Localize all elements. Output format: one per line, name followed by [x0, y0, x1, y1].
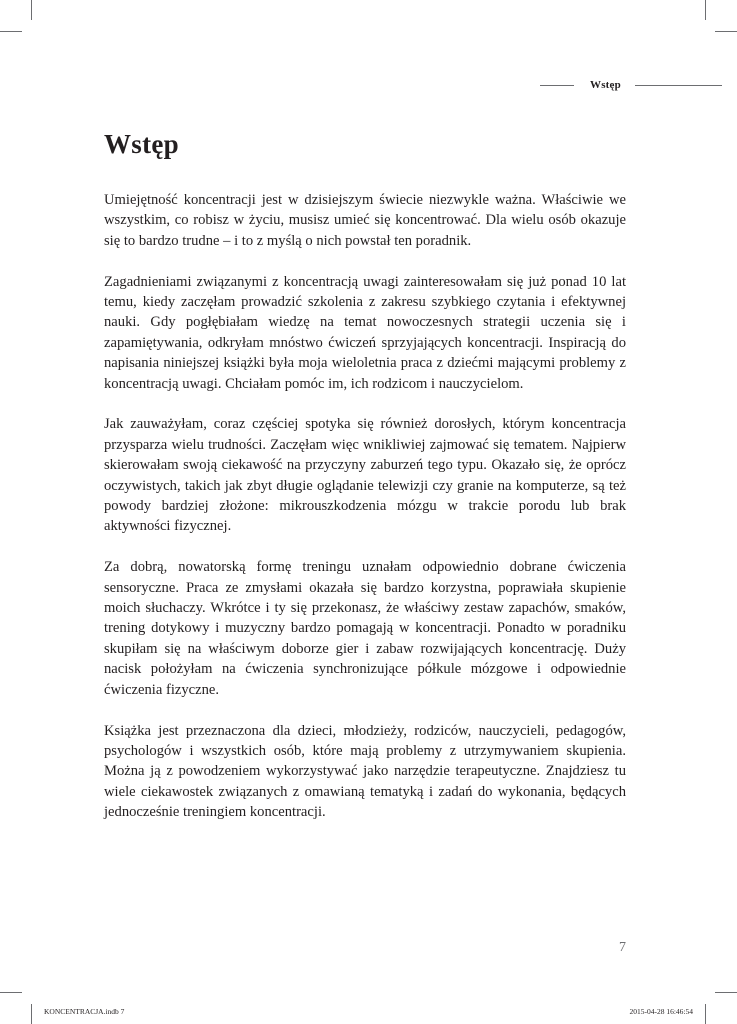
paragraph-4: Za dobrą, nowatorską formę treningu uznałam odpowiednio dobrane ćwiczenia sensoryczne. Praca ze zmysłami okazała się bardzo korzystna, poprawiała skupienie moich słuchaczy. Wkrótce i ty się przekonasz, że właściwy zestaw zapachów, smaków, trening dotykowy i muzyczny bardzo pomagają w koncentracji. Ponadto w poradniku skupiłam się na właściwym doborze gier i zabaw rozwijających koncentrację. Duży nacisk położyłam na ćwiczenia synchronizujące półkule mózgowe i odpowiednie ćwiczenia fizyczne.: [104, 559, 626, 698]
crop-mark-top-left-vertical: [31, 0, 32, 20]
running-head-rule-left: [540, 85, 574, 86]
slug-timestamp: 2015-04-28 16:46:54: [629, 1007, 693, 1016]
paragraph-5: Książka jest przeznaczona dla dzieci, młodzieży, rodziców, nauczycieli, pedagogów, psychologów i wszystkich osób, które mają problemy z utrzymywaniem skupienia. Można ją z powodzeniem wykorzystywać jako narzędzie terapeutyczne. Znajdziesz tu wiele ciekawostek związanych z omawianą tematyką i zadań do wykonania, będących jednocześnie treningiem koncentracji.: [104, 722, 626, 821]
paragraph-2: Zagadnieniami związanymi z koncentracją uwagi zainteresowałam się już ponad 10 lat temu, kiedy zaczęłam prowadzić szkolenia z zakresu szybkiego czytania i efektywnej nauki. Gdy pogłębiałam wiedzę na temat nowoczesnych strategii uczenia się i zapamiętywania, odkryłam mnóstwo ćwiczeń sprzyjających koncentracji. Inspiracją do napisania niniejszej książki była moja wieloletnia praca z dziećmi mającymi problemy z koncentracją uwagi. Chciałam pomóc im, ich rodzicom i nauczycielom.: [104, 273, 626, 392]
crop-mark-bottom-left-vertical: [31, 1004, 32, 1024]
paragraph-1: Umiejętność koncentracji jest w dzisiejszym świecie niezwykle ważna. Właściwie we wszystkim, co robisz w życiu, musisz umieć się koncentrować. Dla wielu osób okazuje się to bardzo trudne – i to z myślą o nich powstał ten poradnik.: [104, 192, 626, 249]
running-head-label: Wstęp: [590, 79, 621, 91]
crop-mark-bottom-left-horizontal: [0, 992, 22, 993]
crop-mark-top-right-horizontal: [715, 31, 737, 32]
running-head-rule-right: [635, 85, 722, 86]
crop-mark-bottom-right-vertical: [705, 1004, 706, 1024]
chapter-title: Wstęp: [104, 129, 179, 159]
paragraph-3: Jak zauważyłam, coraz częściej spotyka się również dorosłych, którym koncentracja przysparza wielu trudności. Zaczęłam więc wnikliwiej zajmować się tematem. Najpierw skierowałam swoją ciekawość na przyczyny zaburzeń tego typu. Okazało się, że oprócz oczywistych, takich jak zbyt długie oglądanie telewizji czy granie na komputerze, są też powody bardziej złożone: mikrouszkodzenia mózgu w trakcie porodu lub brak aktywności fizycznej.: [104, 416, 626, 535]
body-text: [104, 190, 626, 843]
crop-mark-top-left-horizontal: [0, 31, 22, 32]
running-head: [540, 77, 722, 93]
crop-mark-top-right-vertical: [705, 0, 706, 20]
slug-file-name: KONCENTRACJA.indb 7: [44, 1007, 125, 1016]
page-number: 7: [619, 940, 626, 955]
crop-mark-bottom-right-horizontal: [715, 992, 737, 993]
